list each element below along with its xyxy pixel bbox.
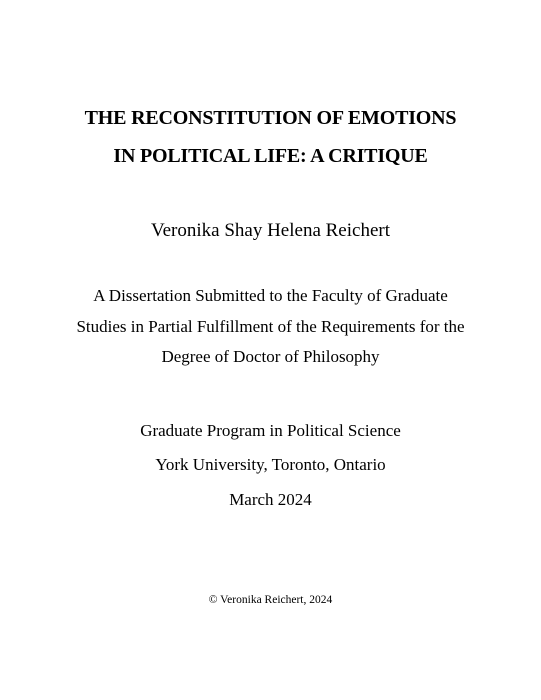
- author-name: Veronika Shay Helena Reichert: [151, 220, 390, 241]
- institution-name: York University, Toronto, Ontario: [155, 455, 386, 474]
- copyright-notice: © Veronika Reichert, 2024: [208, 594, 333, 606]
- submission-date: March 2024: [229, 490, 312, 509]
- title-line-1: THE RECONSTITUTION OF EMOTIONS: [84, 107, 457, 129]
- submission-line-2: Studies in Partial Fulfillment of the Requirements for the: [76, 317, 465, 336]
- title-line-2: IN POLITICAL LIFE: A CRITIQUE: [113, 145, 428, 167]
- program-name: Graduate Program in Political Science: [140, 421, 401, 440]
- submission-line-3: Degree of Doctor of Philosophy: [161, 347, 380, 366]
- submission-line-1: A Dissertation Submitted to the Faculty of Graduate: [93, 286, 448, 305]
